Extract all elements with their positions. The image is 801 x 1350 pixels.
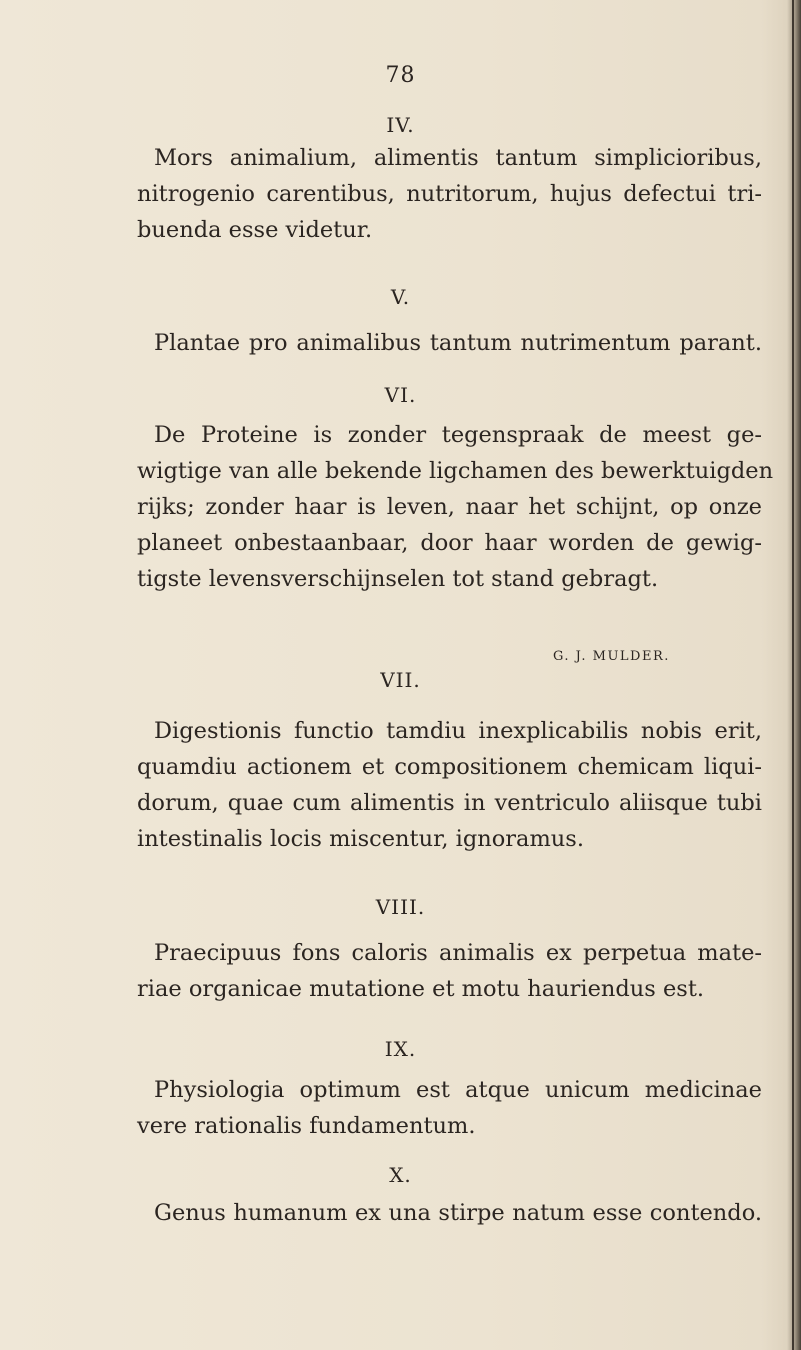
section-vii-text bbox=[137, 713, 762, 857]
text-line: nitrogenio carentibus, nutritorum, hujus defectui tri- bbox=[137, 181, 762, 207]
text-line: quamdiu actionem et compositionem chemicam liqui- bbox=[137, 754, 762, 780]
section-ix-text bbox=[137, 1072, 762, 1144]
text-line: tigste levensverschijnselen tot stand gebragt. bbox=[137, 566, 659, 592]
section-numeral-vii: VII. bbox=[380, 668, 421, 692]
text-line: Plantae pro animalibus tantum nutrimentum parant. bbox=[154, 330, 762, 356]
section-viii-text bbox=[137, 935, 762, 1007]
text-line: vere rationalis fundamentum. bbox=[137, 1113, 476, 1139]
text-line: dorum, quae cum alimentis in ventriculo aliisque tubi bbox=[137, 790, 762, 816]
section-vi-text bbox=[137, 417, 774, 597]
page-edge-line bbox=[792, 0, 794, 1350]
text-line: Physiologia optimum est atque unicum medicinae bbox=[154, 1077, 762, 1103]
text-line: buenda esse videtur. bbox=[137, 217, 373, 243]
text-line: Mors animalium, alimentis tantum simplicioribus, bbox=[154, 145, 762, 171]
page-number: 78 bbox=[385, 63, 416, 88]
section-numeral-viii: VIII. bbox=[375, 895, 426, 919]
section-numeral-vi: VI. bbox=[384, 383, 417, 407]
text-line: De Proteine is zonder tegenspraak de meest ge- bbox=[154, 422, 762, 448]
text-line: intestinalis locis miscentur, ignoramus. bbox=[137, 826, 585, 852]
text-line: wigtige van alle bekende ligchamen des bewerktuigden bbox=[137, 458, 774, 484]
text-line: riae organicae mutatione et motu hauriendus est. bbox=[137, 976, 705, 1002]
text-line: Genus humanum ex una stirpe natum esse contendo. bbox=[154, 1200, 762, 1226]
section-x-text bbox=[137, 1195, 762, 1231]
section-numeral-x: X. bbox=[389, 1163, 412, 1187]
section-iv-text bbox=[137, 140, 762, 248]
author-signature: G. J. MULDER. bbox=[553, 649, 670, 664]
section-numeral-v: V. bbox=[390, 285, 411, 309]
text-line: Digestionis functio tamdiu inexplicabilis nobis erit, bbox=[154, 718, 762, 744]
section-v-text bbox=[137, 325, 762, 361]
text-line: Praecipuus fons caloris animalis ex perpetua mate- bbox=[154, 940, 762, 966]
text-line: rijks; zonder haar is leven, naar het schijnt, op onze bbox=[137, 494, 762, 520]
page-edge-shadow bbox=[787, 0, 801, 1350]
text-line: planeet onbestaanbaar, door haar worden de gewig- bbox=[137, 530, 762, 556]
section-numeral-ix: IX. bbox=[384, 1037, 417, 1061]
section-numeral-iv: IV. bbox=[386, 113, 415, 137]
